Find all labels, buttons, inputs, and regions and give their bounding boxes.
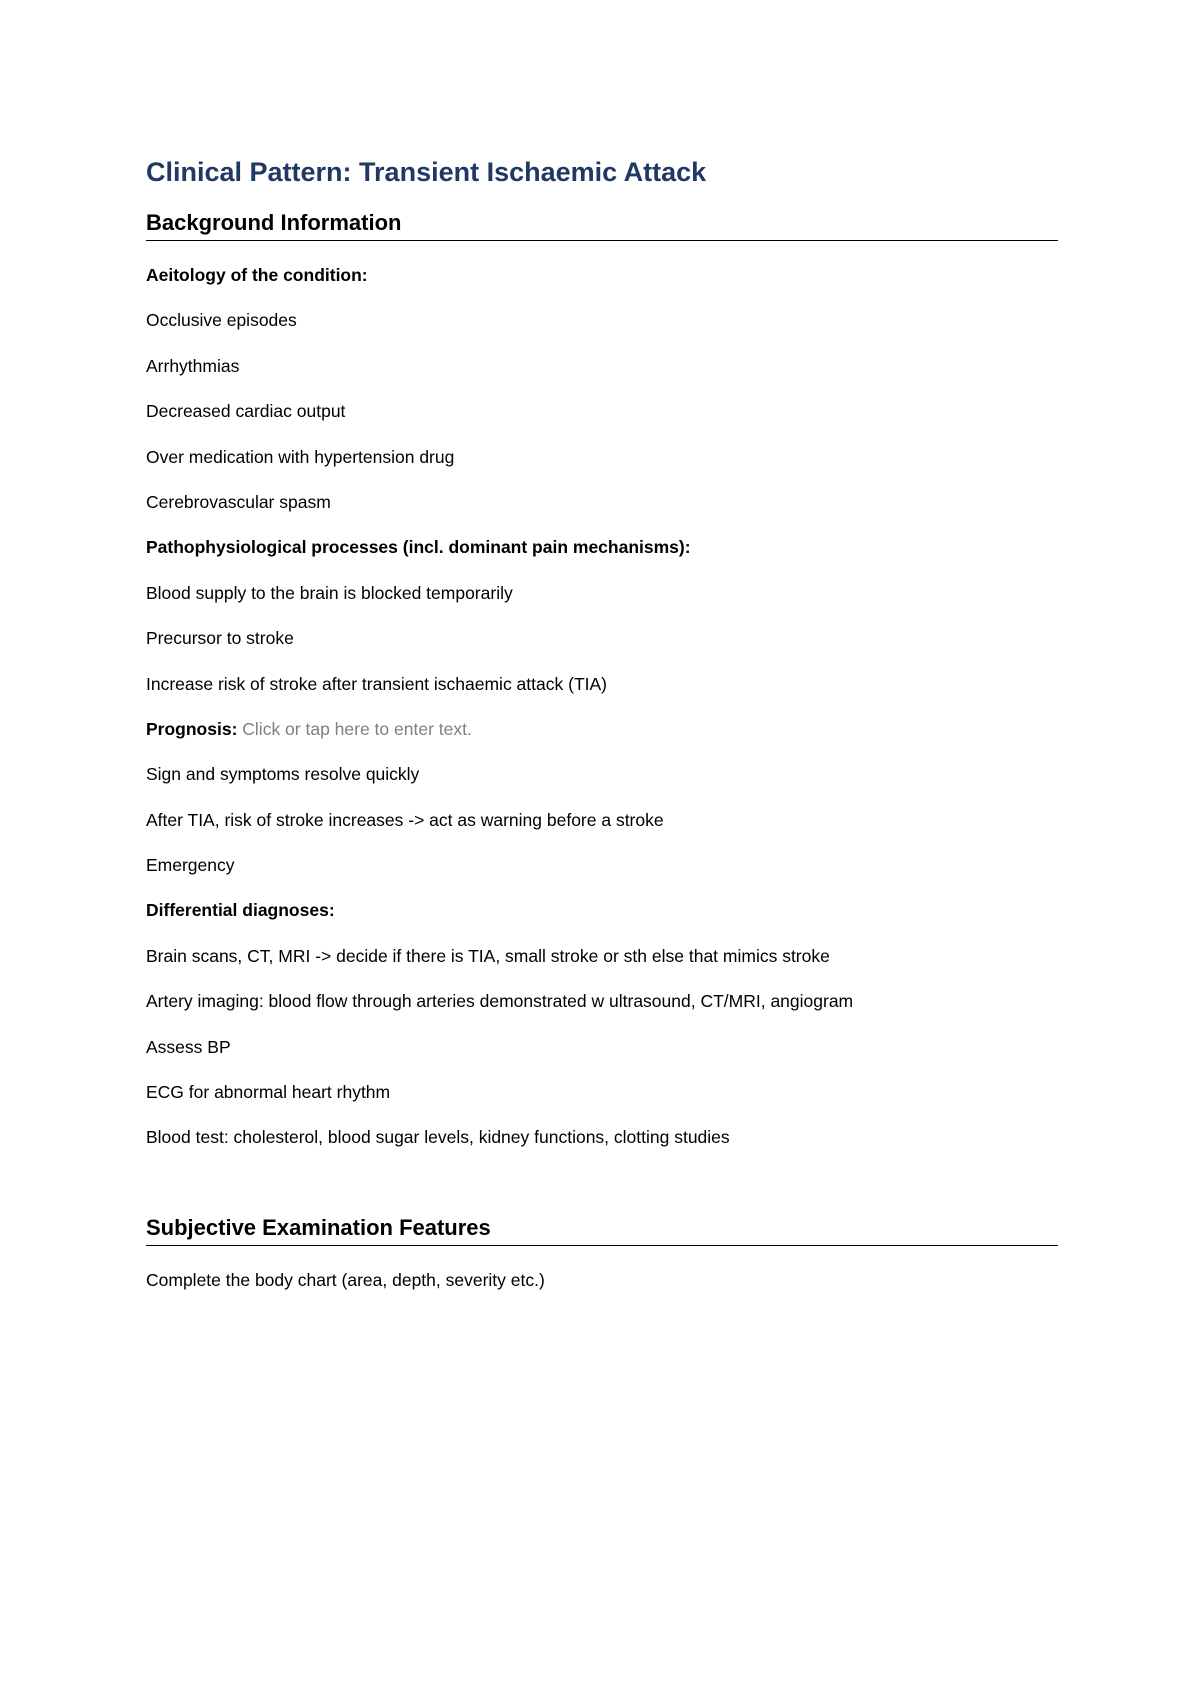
differential-item: Blood test: cholesterol, blood sugar levels, kidney functions, clotting studies bbox=[146, 1127, 730, 1148]
background-content bbox=[146, 253, 1058, 1161]
document-title: Clinical Pattern: Transient Ischaemic Attack bbox=[146, 157, 707, 187]
differential-item: ECG for abnormal heart rhythm bbox=[146, 1082, 391, 1103]
prognosis-input-placeholder[interactable]: Click or tap here to enter text. bbox=[242, 718, 472, 739]
aetiology-item: Decreased cardiac output bbox=[146, 401, 346, 422]
prognosis-row bbox=[146, 707, 1058, 752]
background-heading: Background Information bbox=[146, 208, 1058, 241]
pathophysiology-label: Pathophysiological processes (incl. dominant pain mechanisms): bbox=[146, 537, 691, 558]
differential-label: Differential diagnoses: bbox=[146, 900, 335, 921]
subjective-heading: Subjective Examination Features bbox=[146, 1213, 1058, 1246]
differential-item: Artery imaging: blood flow through arteries demonstrated w ultrasound, CT/MRI, angiogram bbox=[146, 991, 854, 1012]
pathophysiology-item: Precursor to stroke bbox=[146, 628, 294, 649]
document-page bbox=[146, 140, 1058, 1303]
aetiology-item: Cerebrovascular spasm bbox=[146, 491, 331, 512]
subjective-text: Complete the body chart (area, depth, severity etc.) bbox=[146, 1269, 545, 1290]
pathophysiology-item: Blood supply to the brain is blocked temporarily bbox=[146, 582, 513, 603]
prognosis-item: Sign and symptoms resolve quickly bbox=[146, 764, 420, 785]
differential-item: Brain scans, CT, MRI -> decide if there is TIA, small stroke or sth else that mimics stroke bbox=[146, 945, 830, 966]
aetiology-item: Occlusive episodes bbox=[146, 310, 297, 331]
aetiology-item: Arrhythmias bbox=[146, 355, 240, 376]
pathophysiology-item: Increase risk of stroke after transient ischaemic attack (TIA) bbox=[146, 673, 607, 694]
prognosis-item: After TIA, risk of stroke increases -> act as warning before a stroke bbox=[146, 809, 664, 830]
differential-item: Assess BP bbox=[146, 1036, 231, 1057]
subjective-content bbox=[146, 1258, 1058, 1303]
prognosis-label: Prognosis: bbox=[146, 718, 238, 739]
prognosis-item: Emergency bbox=[146, 855, 235, 876]
aetiology-item: Over medication with hypertension drug bbox=[146, 446, 455, 467]
aetiology-label: Aeitology of the condition: bbox=[146, 265, 368, 285]
